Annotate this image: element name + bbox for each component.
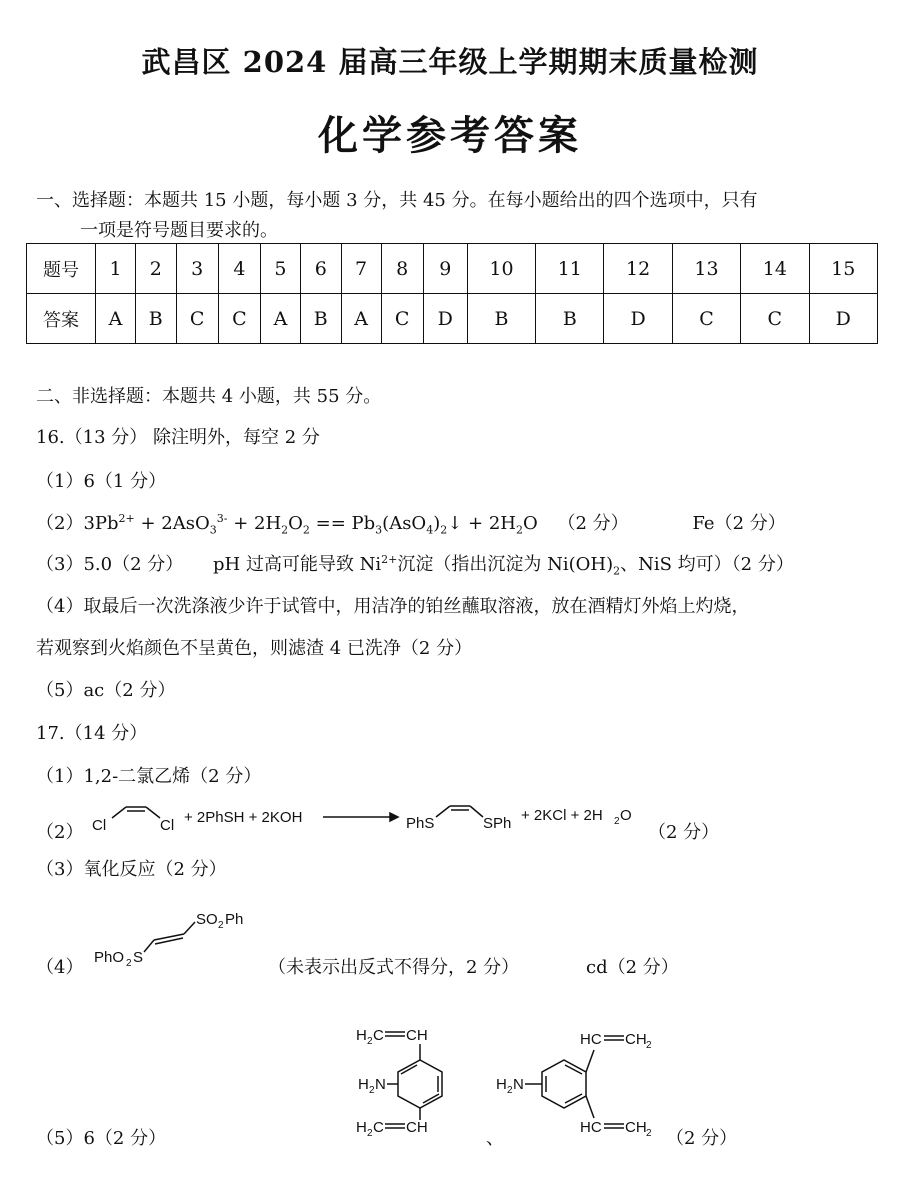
- question-number: 12: [604, 244, 672, 294]
- svg-text:HC: HC: [580, 1119, 602, 1136]
- svg-text:2: 2: [367, 1036, 373, 1047]
- svg-text:CH: CH: [406, 1027, 428, 1044]
- q16-heading: 16.（13 分） 除注明外，每空 2 分: [36, 427, 320, 448]
- section1-intro-line1: 一、选择题：本题共 15 小题，每小题 3 分，共 45 分。在每小题给出的四个选项中，只有: [36, 190, 758, 211]
- question-number: 3: [176, 244, 218, 294]
- chem-vinyl-top-h: H: [356, 1027, 367, 1044]
- question-number: 10: [467, 244, 535, 294]
- question-number: 2: [135, 244, 176, 294]
- q17-isomer-2: [494, 1020, 664, 1140]
- chem-reagents: + 2PhSH + 2KOH: [184, 809, 303, 826]
- svg-text:2: 2: [369, 1085, 375, 1096]
- q17-answer-2-prefix: （2）: [36, 822, 84, 843]
- question-number: 9: [423, 244, 467, 294]
- answer-cell: A: [341, 294, 381, 344]
- chem-nh2-2: H: [496, 1076, 507, 1093]
- q17-answer-2-score: （2 分）: [648, 822, 720, 843]
- q16-answer-3: （3）5.0（2 分） pH 过高可能导致 $Ni^{2+}$沉淀（指出沉淀为 $Ni(OH)_2$、NiS 均可）（2 分）: [36, 553, 794, 578]
- chem-pho2s: PhO: [94, 949, 125, 966]
- question-number: 13: [672, 244, 740, 294]
- q17-answer-4-cd: cd（2 分）: [586, 957, 679, 978]
- svg-text:2: 2: [507, 1085, 513, 1096]
- q16-answer-4-line2: 若观察到火焰颜色不呈黄色，则滤渣 4 已洗净（2 分）: [36, 638, 473, 659]
- svg-text:2: 2: [367, 1128, 373, 1139]
- question-number-row: [27, 244, 878, 294]
- svg-text:HC: HC: [580, 1031, 602, 1048]
- svg-text:2: 2: [614, 816, 620, 827]
- q16-answer-3-text-c: 、NiS 均可）（2 分）: [620, 554, 794, 575]
- q16-answer-5: （5）ac（2 分）: [36, 680, 176, 701]
- q17-answer-1: （1）1,2-二氯乙烯（2 分）: [36, 766, 262, 787]
- q17-answer-5-sep: 、: [486, 1128, 504, 1149]
- answer-row: [27, 294, 878, 344]
- chem-nh2-1: H: [358, 1076, 369, 1093]
- chem-ph: Ph: [225, 911, 244, 928]
- q17-answer-4-prefix: （4）: [36, 957, 84, 978]
- chem-phs: PhS: [406, 815, 435, 832]
- question-number: 1: [96, 244, 136, 294]
- question-number: 14: [741, 244, 809, 294]
- q16-answer-2-prefix: （2）: [36, 513, 84, 534]
- answer-cell: D: [809, 294, 878, 344]
- answer-cell: B: [536, 294, 604, 344]
- answer-cell: A: [96, 294, 136, 344]
- svg-text:CH: CH: [406, 1119, 428, 1136]
- q16-answer-1: （1）6（1 分）: [36, 471, 167, 492]
- q16-answer-2-fe: Fe（2 分）: [692, 513, 786, 534]
- svg-text:CH: CH: [625, 1119, 647, 1136]
- q16-answer-2: [36, 509, 786, 537]
- answer-table: [26, 243, 878, 344]
- question-number: 8: [381, 244, 423, 294]
- chem-cl-left: Cl: [92, 817, 107, 834]
- question-number: 6: [300, 244, 341, 294]
- q16-answer-3-text-b: 沉淀（指出沉淀为 Ni(OH): [397, 554, 614, 575]
- q17-trans-structure: [88, 900, 268, 980]
- question-number: 11: [536, 244, 604, 294]
- q17-reaction-scheme: [80, 795, 720, 845]
- svg-text:2: 2: [126, 958, 132, 969]
- row-header-answer: 答案: [27, 294, 96, 344]
- answer-cell: C: [741, 294, 809, 344]
- q16-answer-2-score: （2 分）: [557, 513, 629, 534]
- document-title: 武昌区 2024 届高三年级上学期期末质量检测: [141, 45, 759, 79]
- q17-isomer-1: [350, 1020, 480, 1140]
- answer-cell: C: [218, 294, 260, 344]
- chem-s: S: [133, 949, 144, 966]
- chem-cl-right: Cl: [160, 817, 175, 834]
- section2-intro: 二、非选择题：本题共 4 小题，共 55 分。: [36, 386, 382, 407]
- q16-answer-4-line1: （4）取最后一次洗涤液少许于试管中，用洁净的铂丝蘸取溶液，放在酒精灯外焰上灼烧，: [36, 596, 750, 617]
- svg-text:CH: CH: [625, 1031, 647, 1048]
- section1-intro-line2: 一项是符号题目要求的。: [80, 220, 278, 241]
- row-header-question: 题号: [27, 244, 96, 294]
- q17-heading: 17.（14 分）: [36, 723, 148, 744]
- document-subtitle: 化学参考答案: [318, 112, 582, 159]
- chem-products: + 2KCl + 2H: [521, 807, 603, 824]
- q16-answer-3-text-a: pH 过高可能导致 Ni: [213, 554, 382, 575]
- svg-text:2: 2: [646, 1040, 652, 1051]
- svg-text:2: 2: [218, 920, 224, 931]
- answer-cell: B: [300, 294, 341, 344]
- chem-so2ph: SO: [196, 911, 218, 928]
- svg-text:N: N: [513, 1076, 524, 1093]
- question-number: 7: [341, 244, 381, 294]
- q16-equation: $3Pb^{2+} + 2AsO_3^{3-} + 2H_2O_2$ == $Pb_3(AsO_4)_2↓ + 2H_2O$: [83, 512, 538, 537]
- answer-cell: C: [176, 294, 218, 344]
- answer-cell: D: [423, 294, 467, 344]
- svg-text:2: 2: [646, 1128, 652, 1139]
- q17-answer-5-score: （2 分）: [666, 1128, 738, 1149]
- question-number: 15: [809, 244, 878, 294]
- answer-cell: C: [381, 294, 423, 344]
- q16-answer-3-prefix: （3）5.0（2 分）: [36, 554, 184, 575]
- answer-cell: B: [135, 294, 176, 344]
- section1-intro: [36, 186, 886, 246]
- q17-answer-3: （3）氧化反应（2 分）: [36, 859, 227, 880]
- answer-cell: C: [672, 294, 740, 344]
- chem-sph: SPh: [483, 815, 512, 832]
- svg-text:N: N: [375, 1076, 386, 1093]
- answer-cell: B: [467, 294, 535, 344]
- answer-cell: A: [260, 294, 300, 344]
- question-number: 4: [218, 244, 260, 294]
- chem-water-o: O: [620, 807, 632, 824]
- question-number: 5: [260, 244, 300, 294]
- q17-answer-5-prefix: （5）6（2 分）: [36, 1128, 167, 1149]
- q17-answer-4-note: （未表示出反式不得分，2 分）: [268, 957, 520, 978]
- answer-cell: D: [604, 294, 672, 344]
- svg-text:C: C: [373, 1119, 384, 1136]
- svg-text:C: C: [373, 1027, 384, 1044]
- chem-vinyl-bottom-h: H: [356, 1119, 367, 1136]
